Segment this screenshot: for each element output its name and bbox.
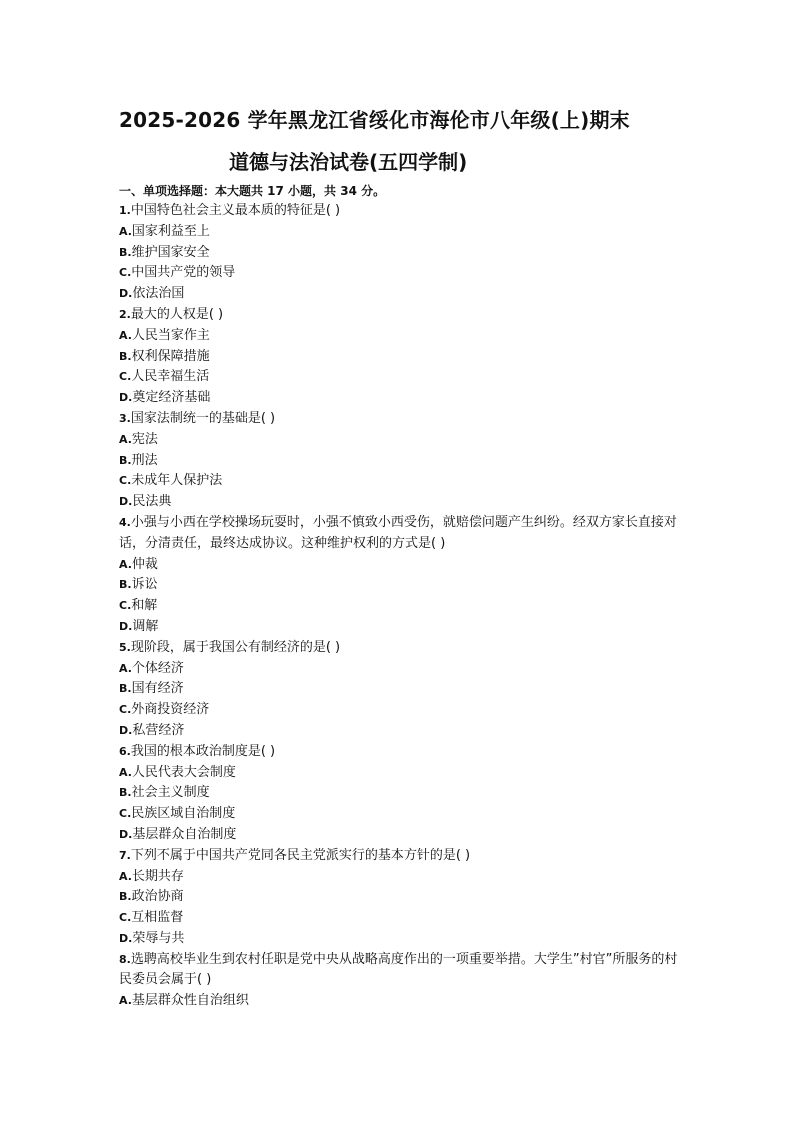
option-letter: D. (119, 495, 133, 509)
answer-option (119, 555, 679, 576)
question-number: 1. (119, 204, 131, 217)
option-text: 私营经济 (132, 722, 185, 738)
answer-option (119, 596, 679, 617)
option-text: 外商投资经济 (131, 702, 210, 718)
question-number: 8. (119, 952, 131, 966)
answer-option (119, 347, 679, 368)
option-text: 宪法 (131, 431, 158, 447)
option-text: 荣辱与共 (132, 930, 185, 946)
question-stem (119, 950, 679, 992)
answer-option (119, 243, 679, 264)
answer-option (119, 492, 679, 513)
answer-option (119, 991, 679, 1012)
answer-option (119, 617, 679, 638)
option-text: 未成年人保护法 (131, 473, 223, 489)
section-heading: 一、单项选择题：本大题共 17 小题，共 34 分。 (119, 184, 386, 198)
option-text: 基层群众自治制度 (132, 826, 237, 842)
option-letter: B. (119, 453, 132, 467)
option-letter: B. (119, 890, 132, 904)
option-letter: C. (119, 599, 132, 613)
option-text: 依法治国 (132, 286, 185, 302)
question-number: 3. (119, 411, 131, 425)
question-text: 选聘高校毕业生到农村任职是党中央从战略高度作出的一项重要举措。大学生”村官”所服务的村民委员会属于( ) (119, 951, 678, 988)
option-letter: D. (119, 931, 133, 945)
question-stem (119, 201, 679, 222)
option-letter: A. (119, 224, 132, 238)
question-text: 中国特色社会主义最本质的特征是( ) (130, 203, 341, 218)
exam-title-line2: 道德与法治试卷(五四学制) (229, 150, 468, 174)
option-text: 和解 (131, 598, 158, 614)
option-letter: D. (119, 723, 133, 737)
option-text: 奠定经济基础 (132, 390, 211, 406)
option-letter: C. (119, 703, 132, 717)
option-letter: A. (119, 557, 132, 571)
answer-option (119, 263, 679, 284)
question-number: 2. (119, 307, 131, 321)
option-letter: B. (119, 578, 132, 592)
option-text: 人民幸福生活 (131, 369, 210, 385)
question-text: 下列不属于中国共产党同各民主党派实行的基本方针的是( ) (130, 847, 471, 863)
answer-option (119, 367, 679, 388)
question-number: 5. (119, 640, 131, 654)
answer-option (119, 721, 679, 742)
answer-option (119, 679, 679, 700)
option-text: 刑法 (131, 452, 158, 468)
exam-title-line1: 2025-2026 学年黑龙江省绥化市海伦市八年级(上)期末 (119, 108, 630, 132)
option-text: 中国共产党的领导 (131, 265, 236, 281)
answer-option (119, 659, 679, 680)
option-text: 政治协商 (131, 889, 184, 905)
option-text: 国有经济 (131, 681, 184, 697)
answer-option (119, 471, 679, 492)
answer-option (119, 763, 679, 784)
question-stem (119, 638, 679, 659)
question-text: 我国的根本政治制度是( ) (130, 743, 276, 759)
option-letter: A. (119, 432, 132, 446)
option-text: 基层群众性自治组织 (131, 993, 249, 1009)
question-text: 现阶段，属于我国公有制经济的是( ) (130, 639, 341, 655)
answer-option (119, 388, 679, 409)
option-letter: A. (119, 765, 132, 779)
option-letter: D. (119, 391, 133, 405)
option-text: 调解 (132, 618, 159, 634)
question-text: 最大的人权是( ) (130, 306, 224, 322)
option-letter: D. (119, 619, 133, 633)
question-stem (119, 742, 679, 763)
option-letter: B. (119, 245, 132, 259)
question-number: 4. (119, 515, 131, 529)
option-text: 维护国家安全 (131, 244, 210, 260)
option-text: 权利保障措施 (131, 348, 210, 364)
question-stem (119, 513, 679, 555)
question-text: 国家法制统一的基础是( ) (130, 410, 276, 426)
answer-option (119, 430, 679, 451)
option-text: 社会主义制度 (131, 785, 210, 801)
option-text: 民族区域自治制度 (131, 806, 236, 822)
question-stem (119, 305, 679, 326)
answer-option (119, 700, 679, 721)
option-letter: D. (119, 287, 133, 301)
option-text: 人民当家作主 (131, 327, 210, 343)
option-letter: A. (119, 994, 132, 1008)
option-letter: A. (119, 328, 132, 342)
option-letter: C. (119, 807, 132, 821)
option-letter: D. (119, 827, 133, 841)
option-letter: A. (119, 661, 132, 675)
option-letter: C. (119, 266, 132, 280)
answer-option (119, 929, 679, 950)
option-letter: B. (119, 786, 132, 800)
answer-option (119, 867, 679, 888)
answer-option (119, 825, 679, 846)
option-text: 个体经济 (131, 660, 184, 676)
option-text: 国家利益至上 (131, 223, 210, 239)
option-text: 仲裁 (131, 556, 158, 572)
answer-option (119, 804, 679, 825)
option-letter: C. (119, 474, 132, 488)
option-letter: A. (119, 869, 132, 883)
answer-option (119, 783, 679, 804)
answer-option (119, 908, 679, 929)
question-number: 7. (119, 848, 131, 862)
answer-option (119, 575, 679, 596)
option-text: 长期共存 (131, 868, 184, 884)
question-number: 6. (119, 744, 131, 758)
answer-option (119, 887, 679, 908)
option-letter: B. (119, 682, 132, 696)
option-text: 诉讼 (131, 577, 158, 593)
option-text: 民法典 (132, 494, 172, 510)
answer-option (119, 326, 679, 347)
question-stem (119, 409, 679, 430)
answer-option (119, 222, 679, 243)
question-list (119, 201, 679, 1012)
question-stem (119, 846, 679, 867)
answer-option (119, 284, 679, 305)
question-text: 小强与小西在学校操场玩耍时，小强不慎致小西受伤，就赔偿问题产生纠纷。经双方家长直接对话，分清责任，最终达成协议。这种维护权利的方式是( ) (119, 514, 677, 551)
option-letter: B. (119, 349, 132, 363)
option-text: 互相监督 (131, 910, 184, 926)
option-text: 人民代表大会制度 (131, 764, 236, 780)
option-letter: C. (119, 370, 132, 384)
answer-option (119, 451, 679, 472)
option-letter: C. (119, 911, 132, 925)
